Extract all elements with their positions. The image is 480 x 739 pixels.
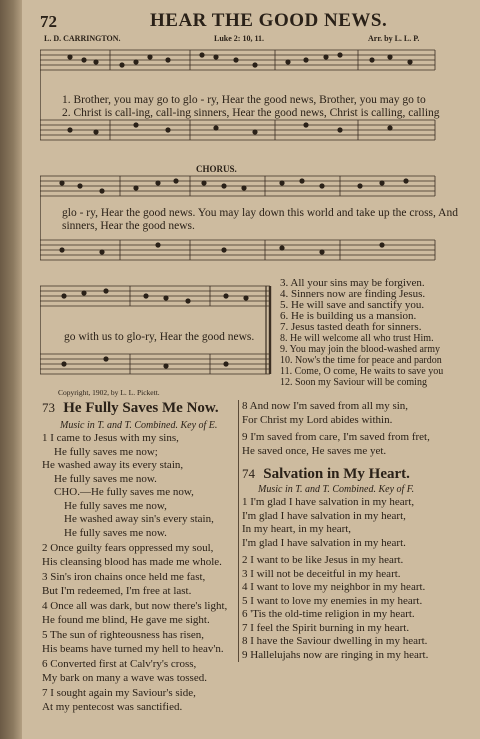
verse-line: 4 Once all was dark, but now there's light, (42, 600, 228, 612)
page-number: 72 (40, 12, 57, 31)
verse-line: 8 And now I'm saved from all my sin, (242, 400, 409, 412)
extra-verse: 3. All your sins may be forgiven. (280, 277, 425, 289)
page-title: HEAR THE GOOD NEWS. (150, 10, 388, 31)
verse-line: 2 Once guilty fears oppressed my soul, (42, 542, 214, 554)
verse-line: In my heart, in my heart, (242, 523, 352, 535)
final-lyric: go with us to glo-ry, Hear the good news. (64, 331, 255, 343)
copyright: Copyright, 1902, by L. L. Pickett. (58, 388, 160, 397)
verse-line: For Christ my Lord abides within. (242, 413, 393, 426)
extra-verse: 9. You may join the blood-washed army (280, 344, 440, 355)
hymn-73-continued-lines (242, 400, 442, 458)
verse-line: He saved once, He saves me yet. (242, 444, 387, 457)
verse-line: At my pentecost was sanctified. (42, 700, 183, 713)
verse-line: 3 Sin's iron chains once held me fast, (42, 571, 206, 583)
verse-1-lyric: 1. Brother, you may go to glo - ry, Hear the good news, Brother, you may go to (62, 94, 426, 106)
hymn-73 (42, 401, 242, 714)
verse-line: 1 I'm glad I have salvation in my heart, (242, 496, 415, 508)
extra-verse: 11. Come, O come, He waits to save you (280, 366, 444, 377)
extra-verse: 10. Now's the time for peace and pardon (280, 355, 442, 366)
verse-line: 1 I came to Jesus with my sins, (42, 432, 179, 444)
verse-line: I'm glad I have salvation in my heart, (242, 509, 406, 522)
hymn-73-lines (42, 432, 242, 714)
verse-line: 5 I want to love my enemies in my heart. (242, 594, 423, 607)
hymn-74-lines (242, 496, 442, 662)
hymn-number: 73 (42, 400, 55, 415)
extra-verse: 12. Soon my Saviour will be coming (280, 377, 427, 388)
verse-line: 3 I will not be deceitful in my heart. (242, 567, 401, 580)
hymn-74-heading (242, 467, 442, 483)
chorus-label: CHORUS. (196, 164, 237, 174)
verse-line: 7 I feel the Spirit burning in my heart. (242, 621, 410, 634)
chorus-lyric-1: glo - ry, Hear the good news. You may lay down this world and take up the cross, And (62, 207, 458, 219)
extra-verses-list (280, 278, 445, 388)
scripture-reference: Luke 2: 10, 11. (214, 34, 265, 43)
verse-line: He washed away its every stain, (42, 459, 184, 471)
hymn-meta: Music in T. and T. Combined. Key of F. (258, 483, 415, 495)
verse-line: 5 The sun of righteousness has risen, (42, 629, 205, 641)
verse-2-lyric: 2. Christ is call-ing, call-ing sinners, Hear the good news, Christ is calling, calling (62, 107, 440, 119)
hymn-73-heading (42, 401, 242, 417)
verse-line: 6 Converted first at Calv'ry's cross, (42, 658, 197, 670)
verse-line: His cleansing blood has made me whole. (42, 555, 222, 568)
book-binding (0, 0, 22, 739)
arranger-credit: Arr. by L. L. P. (368, 34, 420, 43)
extra-verse: 4. Sinners now are finding Jesus. (280, 288, 426, 300)
verse-line: 7 I sought again my Saviour's side, (42, 687, 196, 699)
verse-line: 6 'Tis the old-time religion in my heart. (242, 608, 415, 620)
verse-line: CHO.—He fully saves me now, (54, 486, 194, 498)
verse-line: 9 I'm saved from care, I'm saved from fret, (242, 431, 430, 443)
verse-line: 2 I want to be like Jesus in my heart. (242, 554, 404, 566)
hymn-meta: Music in T. and T. Combined. Key of E. (60, 419, 218, 431)
verse-line: His beams have turned my hell to heav'n. (42, 642, 224, 655)
verse-line: 9 Hallelujahs now are ringing in my heart. (242, 648, 429, 661)
verse-line: He fully saves me now, (64, 499, 167, 512)
verse-line: He fully saves me now. (54, 472, 157, 485)
verse-line: 4 I want to love my neighbor in my heart. (242, 581, 426, 593)
extra-verse: 7. Jesus tasted death for sinners. (280, 321, 422, 333)
chorus-lyric-2: sinners, Hear the good news. (62, 220, 195, 232)
verse-line: 8 I have the Saviour dwelling in my heart. (242, 635, 428, 647)
extra-verse: 5. He will save and sanctify you. (280, 299, 425, 311)
extra-verse: 6. He is building us a mansion. (280, 310, 417, 322)
extra-verse: 8. He will welcome all who trust Him. (280, 333, 434, 344)
verse-line: He fully saves me now. (64, 526, 167, 539)
verse-line: But I'm redeemed, I'm free at last. (42, 584, 192, 597)
verse-line: He fully saves me now; (54, 445, 158, 458)
hymn-title: He Fully Saves Me Now. (63, 400, 219, 416)
verse-line: My bark on many a wave was tossed. (42, 671, 207, 684)
verse-line: He washed away sin's every stain, (64, 513, 214, 525)
verse-line: I'm glad I have salvation in my heart. (242, 536, 406, 549)
author-credit: L. D. CARRINGTON. (44, 34, 121, 43)
hymn-73-continued (242, 400, 442, 662)
hymn-title: Salvation in My Heart. (263, 466, 410, 482)
hymn-number: 74 (242, 466, 255, 481)
verse-line: He found me blind, He gave me sight. (42, 613, 210, 626)
